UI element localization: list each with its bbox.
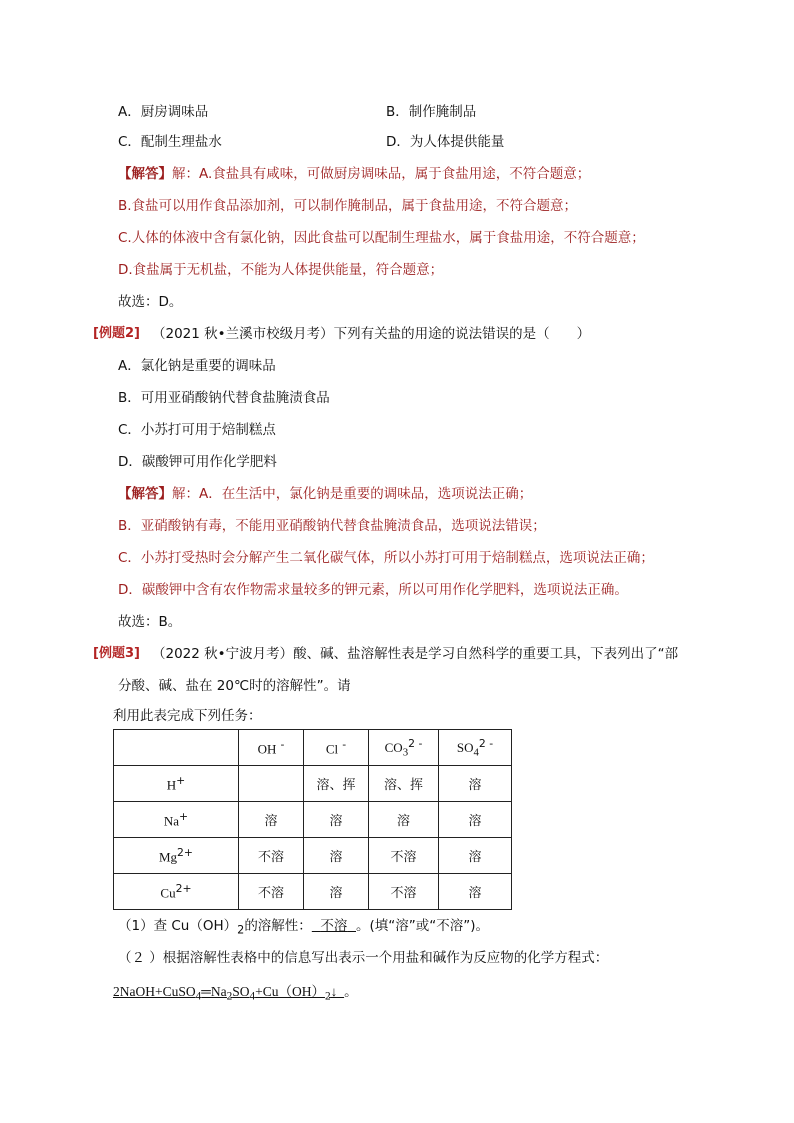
ex2-answer-4: D．碳酸钾中含有农作物需求量较多的钾元素，所以可用作化学肥料，选项说法正确。 <box>118 582 628 598</box>
answer-line-4: D.食盐属于无机盐，不能为人体提供能量，符合题意； <box>118 262 444 278</box>
option-b: B．制作腌制品 <box>386 104 477 120</box>
ex3-question-2: （２ ）根据溶解性表格中的信息写出表示一个用盐和碱作为反应物的化学方程式： <box>118 950 609 966</box>
solubility-table <box>113 729 512 910</box>
ex2-answer-3: C．小苏打受热时会分解产生二氧化碳气体，所以小苏打可用于焙制糕点，选项说法正确； <box>118 550 654 566</box>
header-co3: $CO_3^{2 -}$ <box>369 730 439 766</box>
table-row <box>114 838 512 874</box>
table-cell: 溶、挥 <box>304 766 369 802</box>
header-so4: $SO_4^{2 -}$ <box>439 730 512 766</box>
header-cl: Cl - <box>304 730 369 766</box>
table-header-row <box>114 730 512 766</box>
example-2-label: [例题2] <box>93 326 140 341</box>
ex2-answer-1: 【解答】解：A．在生活中，氯化钠是重要的调味品，选项说法正确； <box>118 486 533 502</box>
table-corner <box>114 730 239 766</box>
example-2-stem: （2021 秋•兰溪市校级月考）下列有关盐的用途的说法错误的是（ ） <box>152 326 591 342</box>
ex3-question-1: （1）查 $Cu(OH)_2$的溶解性： 不溶 。(填“溶”或“不溶”)。 <box>118 918 490 937</box>
table-cell: 不溶 <box>239 838 304 874</box>
table-cell: 溶 <box>369 802 439 838</box>
table-cell: 溶 <box>304 874 369 910</box>
option-a: A．厨房调味品 <box>118 104 209 120</box>
table-row <box>114 766 512 802</box>
ex2-answer-2: B．亚硝酸钠有毒，不能用亚硝酸钠代替食盐腌渍食品，选项说法错误； <box>118 518 546 534</box>
answer-line-1: 【解答】解：A.食盐具有咸味，可做厨房调味品，属于食盐用途，不符合题意； <box>118 166 591 182</box>
table-cell: 溶 <box>239 802 304 838</box>
example-3-stem-2: 分酸、碱、盐在 20℃时的溶解性”。请 <box>118 678 351 694</box>
option-d: D．为人体提供能量 <box>386 134 505 150</box>
ex2-result: 故选：B。 <box>118 614 182 630</box>
table-row <box>114 874 512 910</box>
example-3-stem-3: 利用此表完成下列任务： <box>113 708 262 724</box>
ion-cu: $Cu^{2+}$ <box>114 874 239 910</box>
answer-result: 故选：D。 <box>118 294 183 310</box>
table-cell: 溶 <box>439 874 512 910</box>
answer-line-2: B.食盐可以用作食品添加剂，可以制作腌制品，属于食盐用途，不符合题意； <box>118 198 578 214</box>
table-cell <box>239 766 304 802</box>
example-3-stem-1: （2022 秋•宁波月考）酸、碱、盐溶解性表是学习自然科学的重要工具，下表列出了“部 <box>152 646 679 662</box>
ex2-option-a: A．氯化钠是重要的调味品 <box>118 358 276 374</box>
example-3-label: [例题3] <box>93 646 140 661</box>
table-cell: 溶 <box>304 838 369 874</box>
ex2-option-c: C．小苏打可用于焙制糕点 <box>118 422 276 438</box>
ion-mg: $Mg^{2+}$ <box>114 838 239 874</box>
ex2-option-b: B．可用亚硝酸钠代替食盐腌渍食品 <box>118 390 330 406</box>
table-cell: 不溶 <box>369 838 439 874</box>
table-cell: 不溶 <box>239 874 304 910</box>
table-cell: 溶 <box>439 766 512 802</box>
header-oh: OH - <box>239 730 304 766</box>
table-row <box>114 802 512 838</box>
chemical-equation: $2NaOH+CuSO_4═Na_2SO_4+Cu(OH)_2↓$ 。 <box>113 984 358 1003</box>
table-cell: 溶、挥 <box>369 766 439 802</box>
ion-h: H+ <box>114 766 239 802</box>
table-cell: 溶 <box>304 802 369 838</box>
option-c: C．配制生理盐水 <box>118 134 222 150</box>
ion-na: Na+ <box>114 802 239 838</box>
ex2-option-d: D．碳酸钾可用作化学肥料 <box>118 454 277 470</box>
table-cell: 溶 <box>439 838 512 874</box>
table-cell: 不溶 <box>369 874 439 910</box>
table-cell: 溶 <box>439 802 512 838</box>
answer-blank: 不溶 <box>320 918 348 934</box>
answer-line-3: C.人体的体液中含有氯化钠，因此食盐可以配制生理盐水，属于食盐用途，不符合题意； <box>118 230 645 246</box>
